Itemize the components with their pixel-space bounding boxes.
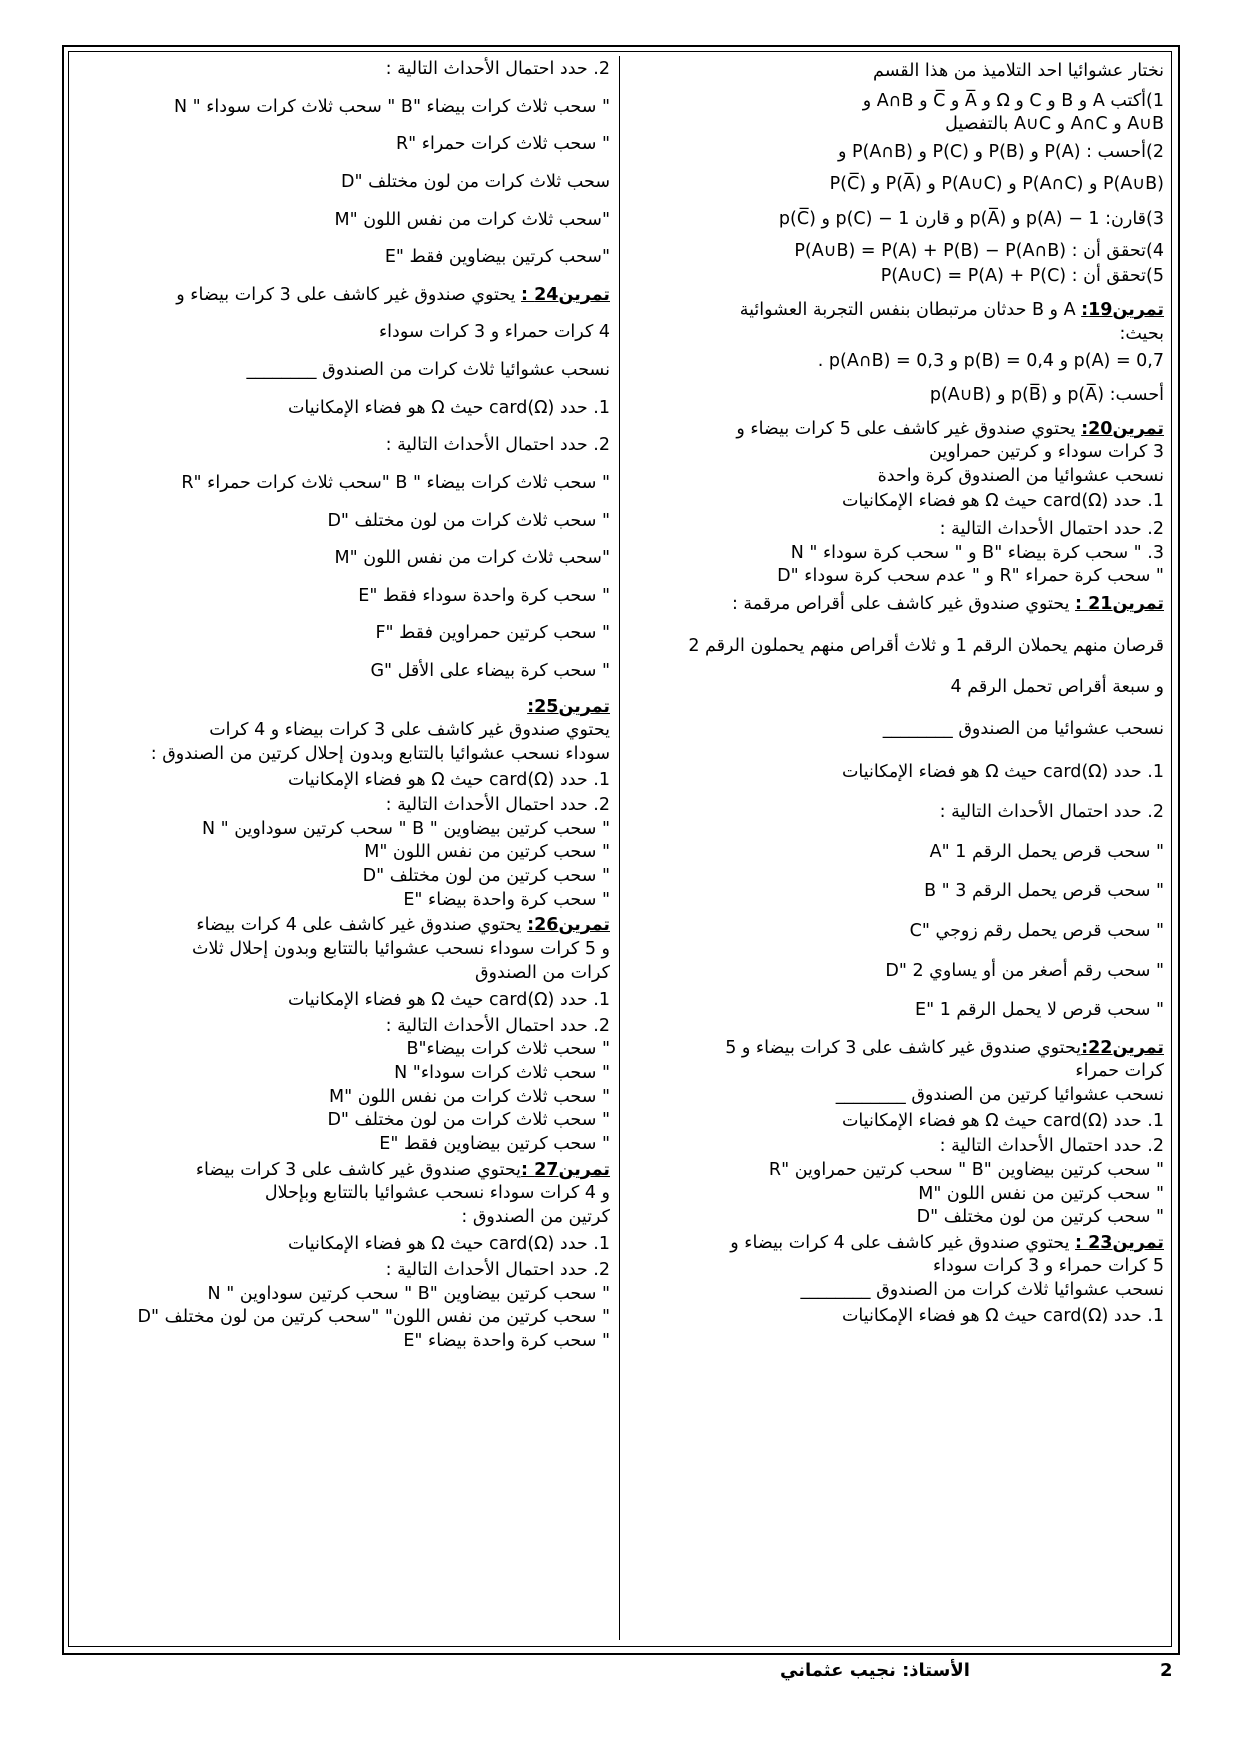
line-text: " سحب ثلاث كرات بيضاء " B "سحب ثلاث كرات حمراء "R — [181, 472, 610, 493]
line-text: " سحب ثلاث كرات سوداء" N — [394, 1063, 610, 1083]
right-line-18 — [630, 565, 1164, 589]
line-text: P(A∪B) و P(A∩C) و P(A∪C) و P(A̅) و P(C̅) — [829, 173, 1164, 194]
line-text: " سحب ثلاث كرات من نفس اللون "M — [328, 1086, 610, 1107]
line-text: 2. حدد احتمال الأحداث التالية : — [385, 59, 610, 79]
line-text: "سحب ثلاث كرات من نفس اللون "M — [334, 548, 610, 569]
line-text: " سحب كرتين من لون مختلف "D — [362, 866, 610, 886]
line-text: 1. حدد card(Ω) حيث Ω هو فضاء الإمكانيات — [287, 1234, 610, 1255]
left-line-12 — [74, 510, 610, 534]
left-line-33 — [74, 1086, 610, 1110]
line-text: 2. حدد احتمال الأحداث التالية : — [939, 1136, 1164, 1157]
left-line-19 — [74, 743, 610, 767]
line-text: قرصان منهم يحملان الرقم 1 و ثلاث أقراص منهم يحملون الرقم 2 — [688, 635, 1164, 656]
line-text: A و B حدثان مرتبطان بنفس التجربة العشوائية — [739, 300, 1082, 320]
right-line-8 — [630, 299, 1164, 323]
right-line-25 — [630, 841, 1164, 865]
line-text: " سحب كرتين بيضاوين " B " سحب كرتين سوداوين " N — [201, 818, 610, 839]
left-line-24 — [74, 865, 610, 889]
line-text: 1. حدد card(Ω) حيث Ω هو فضاء الإمكانيات — [287, 769, 610, 790]
line-text: يحتوي صندوق غير كاشف على 3 كرات بيضاء و — [176, 284, 522, 305]
left-line-15 — [74, 622, 610, 646]
exercise-title: تمرين19: — [1081, 300, 1164, 320]
line-text: " سحب قرص يحمل الرقم 1 "A — [929, 841, 1164, 862]
line-text: 1. حدد card(Ω) حيث Ω هو فضاء الإمكانيات — [287, 397, 610, 418]
line-text: " سحب كرتين بيضاوين "B " سحب كرتين حمراوين "R — [768, 1159, 1164, 1180]
line-text: نختار عشوائيا احد التلاميذ من هذا القسم — [873, 61, 1164, 81]
line-text: سوداء نسحب عشوائيا بالتتابع وبدون إحلال كرتين من الصندوق : — [150, 743, 610, 764]
line-text: سحب ثلاث كرات من لون مختلف "D — [341, 171, 610, 192]
line-text: "سحب ثلاث كرات من نفس اللون "M — [334, 209, 610, 230]
line-text: " سحب كرتين من نفس اللون "M — [364, 842, 610, 863]
right-line-1 — [630, 90, 1164, 114]
line-text: " سحب كرة واحدة بيضاء "E — [403, 1330, 610, 1351]
right-line-33 — [630, 1110, 1164, 1134]
right-line-26 — [630, 880, 1164, 904]
left-line-11 — [74, 472, 610, 496]
right-line-23 — [630, 761, 1164, 785]
line-text: 3 كرات سوداء و كرتين حمراوين — [929, 442, 1164, 463]
left-line-28 — [74, 962, 610, 986]
line-text: " سحب ثلاث كرات بيضاء"B — [406, 1039, 610, 1060]
line-text: 4 كرات حمراء و 3 كرات سوداء — [378, 322, 610, 343]
left-line-14 — [74, 585, 610, 609]
line-text: يحتوي صندوق غير كاشف على أقراص مرقمة : — [731, 593, 1076, 614]
exercise-title: تمرين21 : — [1075, 593, 1164, 614]
line-text: يحتوي صندوق غير كاشف على 4 كرات بيضاء و — [730, 1232, 1076, 1253]
left-line-17 — [74, 696, 610, 720]
left-line-32 — [74, 1062, 610, 1086]
left-line-13 — [74, 547, 610, 571]
line-text: و 4 كرات سوداء نسحب عشوائيا بالتتابع وبإحلال — [264, 1183, 610, 1204]
line-text: " سحب ثلاث كرات من لون مختلف "D — [327, 510, 610, 531]
line-text: " سحب قرص لا يحمل الرقم 1 "E — [915, 1000, 1164, 1021]
right-line-37 — [630, 1206, 1164, 1230]
left-line-0 — [74, 58, 610, 82]
right-line-31 — [630, 1060, 1164, 1084]
line-text: 2. حدد احتمال الأحداث التالية : — [385, 795, 610, 816]
left-line-25 — [74, 889, 610, 913]
left-line-22 — [74, 818, 610, 842]
right-line-19 — [630, 593, 1164, 617]
left-line-31 — [74, 1038, 610, 1062]
line-text: 4)تحقق أن : P(A∪B) = P(A) + P(B) − P(A∩B) — [794, 240, 1164, 261]
right-line-12 — [630, 418, 1164, 442]
line-text: نسحب عشوائيا من الصندوق كرة واحدة — [877, 465, 1164, 486]
left-line-42 — [74, 1306, 610, 1330]
left-line-8 — [74, 359, 610, 383]
line-text: 2. حدد احتمال الأحداث التالية : — [385, 1015, 610, 1036]
line-text: 1. حدد card(Ω) حيث Ω هو فضاء الإمكانيات — [841, 762, 1164, 783]
line-text: 3. " سحب كرة بيضاء "B و " سحب كرة سوداء " N — [790, 542, 1164, 563]
left-line-38 — [74, 1206, 610, 1230]
left-line-9 — [74, 397, 610, 421]
exercise-title: تمرين22: — [1081, 1037, 1164, 1058]
exercise-title: تمرين27 : — [521, 1159, 610, 1180]
right-line-39 — [630, 1255, 1164, 1279]
right-line-13 — [630, 441, 1164, 465]
right-line-36 — [630, 1183, 1164, 1207]
right-line-2 — [630, 113, 1164, 137]
left-line-39 — [74, 1233, 610, 1257]
right-line-9 — [630, 323, 1164, 347]
right-line-29 — [630, 999, 1164, 1023]
exercise-title: تمرين24 : — [521, 284, 610, 305]
right-line-0 — [630, 60, 1164, 84]
left-line-18 — [74, 719, 610, 743]
right-line-38 — [630, 1232, 1164, 1256]
right-line-35 — [630, 1159, 1164, 1183]
right-line-27 — [630, 920, 1164, 944]
left-line-10 — [74, 434, 610, 458]
right-line-30 — [630, 1037, 1164, 1061]
line-text: 2. حدد احتمال الأحداث التالية : — [939, 519, 1164, 539]
right-line-16 — [630, 518, 1164, 542]
right-line-17 — [630, 542, 1164, 566]
exercise-title: تمرين23 : — [1075, 1232, 1164, 1253]
line-text: يحتوي صندوق غير كاشف على 4 كرات بيضاء — [196, 915, 528, 936]
line-text: نسحب عشوائيا ثلاث كرات من الصندوق ________ — [800, 1280, 1164, 1300]
left-line-4 — [74, 209, 610, 233]
line-text: 5)تحقق أن : P(A∪C) = P(A) + P(C) — [880, 266, 1164, 287]
line-text: 1. حدد card(Ω) حيث Ω هو فضاء الإمكانيات — [287, 990, 610, 1011]
right-column — [630, 56, 1164, 1640]
right-line-20 — [630, 635, 1164, 659]
column-divider — [619, 56, 620, 1640]
left-line-6 — [74, 284, 610, 308]
line-text: 2. حدد احتمال الأحداث التالية : — [385, 1260, 610, 1280]
left-line-1 — [74, 96, 610, 120]
line-text: " سحب كرتين بيضاوين فقط "E — [379, 1133, 610, 1154]
left-line-37 — [74, 1182, 610, 1206]
right-line-34 — [630, 1135, 1164, 1159]
line-text: " سحب كرة بيضاء على الأقل "G — [370, 661, 610, 681]
line-text: كرات حمراء — [1075, 1061, 1164, 1082]
line-text: كرتين من الصندوق : — [461, 1206, 610, 1227]
right-line-10 — [630, 350, 1164, 374]
line-text: " سحب رقم أصغر من أو يساوي 2 "D — [885, 960, 1164, 981]
line-text: " سحب ثلاث كرات حمراء "R — [395, 134, 610, 155]
line-text: كرات من الصندوق — [474, 962, 610, 983]
line-text: يحتوي صندوق غير كاشف على 3 كرات بيضاء و 5 — [725, 1037, 1082, 1058]
line-text: 1. حدد card(Ω) حيث Ω هو فضاء الإمكانيات — [841, 1305, 1164, 1326]
line-text: "سحب كرتين بيضاوين فقط "E — [384, 247, 610, 268]
teacher-name: الأستاذ: نجيب عثماني — [780, 1660, 970, 1681]
left-line-5 — [74, 246, 610, 270]
line-text: يحتوي صندوق غير كاشف على 5 كرات بيضاء و — [736, 418, 1082, 439]
line-text: " سحب ثلاث كرات بيضاء "B " سحب ثلاث كرات سوداء " N — [173, 96, 610, 117]
line-text: " سحب كرتين بيضاوين "B " سحب كرتين سوداوين " N — [207, 1283, 610, 1304]
line-text: نسحب عشوائيا كرتين من الصندوق ________ — [835, 1085, 1164, 1105]
line-text: نسحب عشوائيا ثلاث كرات من الصندوق ________ — [246, 360, 610, 380]
left-line-29 — [74, 989, 610, 1013]
left-line-27 — [74, 938, 610, 962]
left-line-35 — [74, 1133, 610, 1157]
right-line-5 — [630, 208, 1164, 232]
left-line-3 — [74, 171, 610, 195]
line-text: " سحب كرتين من لون مختلف "D — [916, 1207, 1164, 1228]
line-text: يحتوي صندوق غير كاشف على 3 كرات بيضاء — [195, 1159, 522, 1180]
exercise-title: تمرين26: — [527, 915, 610, 936]
left-line-41 — [74, 1283, 610, 1307]
right-line-11 — [630, 384, 1164, 408]
left-line-26 — [74, 914, 610, 938]
line-text: " سحب قرص يحمل رقم زوجي "C — [909, 920, 1164, 941]
line-text: " سحب ثلاث كرات من لون مختلف "D — [327, 1110, 610, 1131]
line-text: 2)أحسب : P(A) و P(B) و P(C) و P(A∩B) و — [837, 141, 1164, 162]
right-line-32 — [630, 1084, 1164, 1108]
line-text: " سحب كرتين من نفس اللون" "سحب كرتين من لون مختلف "D — [137, 1307, 610, 1328]
exercise-title: تمرين20: — [1081, 418, 1164, 439]
left-line-36 — [74, 1159, 610, 1183]
right-line-28 — [630, 960, 1164, 984]
right-line-7 — [630, 265, 1164, 289]
line-text: 3)قارن: 1 − p(A) و p(A̅) و قارن 1 − p(C) و p(C̅) — [778, 209, 1164, 230]
page-number: 2 — [1160, 1660, 1173, 1681]
line-text: p(A) = 0,7 و p(B) = 0,4 و p(A∩B) = 0,3 . — [817, 351, 1164, 372]
left-line-21 — [74, 794, 610, 818]
left-line-2 — [74, 133, 610, 157]
left-line-7 — [74, 321, 610, 345]
line-text: 1)أكتب A و B و C و Ω و A̅ و C̅ و A∩B و — [862, 90, 1164, 111]
right-line-41 — [630, 1305, 1164, 1329]
left-line-40 — [74, 1259, 610, 1283]
line-text: A∪B و A∩C و A∪C بالتفصيل — [945, 114, 1164, 135]
exercise-title: تمرين25: — [527, 696, 610, 717]
line-text: " سحب كرة واحدة بيضاء "E — [403, 889, 610, 910]
right-line-40 — [630, 1279, 1164, 1303]
right-line-14 — [630, 465, 1164, 489]
line-text: و سبعة أقراص تحمل الرقم 4 — [950, 677, 1164, 698]
line-text: " سحب قرص يحمل الرقم 3 " B — [924, 881, 1164, 902]
right-line-6 — [630, 240, 1164, 264]
left-line-20 — [74, 769, 610, 793]
right-line-21 — [630, 676, 1164, 700]
right-line-4 — [630, 173, 1164, 197]
left-line-30 — [74, 1015, 610, 1039]
right-line-15 — [630, 490, 1164, 514]
line-text: أحسب: p(A̅) و p(B̅) و p(A∪B) — [929, 384, 1164, 405]
line-text: " سحب كرة واحدة سوداء فقط "E — [358, 585, 610, 606]
line-text: 1. حدد card(Ω) حيث Ω هو فضاء الإمكانيات — [841, 1110, 1164, 1131]
left-line-23 — [74, 841, 610, 865]
line-text: يحتوي صندوق غير كاشف على 3 كرات بيضاء و 4 كرات — [209, 720, 610, 741]
left-line-43 — [74, 1330, 610, 1354]
right-line-22 — [630, 718, 1164, 742]
line-text: " سحب كرتين من نفس اللون "M — [918, 1183, 1164, 1204]
left-line-16 — [74, 660, 610, 684]
line-text: بحيث: — [1119, 323, 1164, 344]
line-text: 2. حدد احتمال الأحداث التالية : — [939, 802, 1164, 822]
line-text: 5 كرات حمراء و 3 كرات سوداء — [932, 1256, 1164, 1277]
line-text: 2. حدد احتمال الأحداث التالية : — [385, 435, 610, 456]
left-column — [74, 56, 610, 1640]
right-line-3 — [630, 141, 1164, 165]
left-line-34 — [74, 1109, 610, 1133]
line-text: و 5 كرات سوداء نسحب عشوائيا بالتتابع وبدون إحلال ثلاث — [191, 938, 610, 959]
line-text: " سحب كرة حمراء "R و " عدم سحب كرة سوداء "D — [777, 566, 1164, 587]
line-text: 1. حدد card(Ω) حيث Ω هو فضاء الإمكانيات — [841, 491, 1164, 512]
line-text: " سحب كرتين حمراوين فقط "F — [375, 623, 610, 644]
line-text: نسحب عشوائيا من الصندوق ________ — [882, 718, 1164, 739]
right-line-24 — [630, 801, 1164, 825]
